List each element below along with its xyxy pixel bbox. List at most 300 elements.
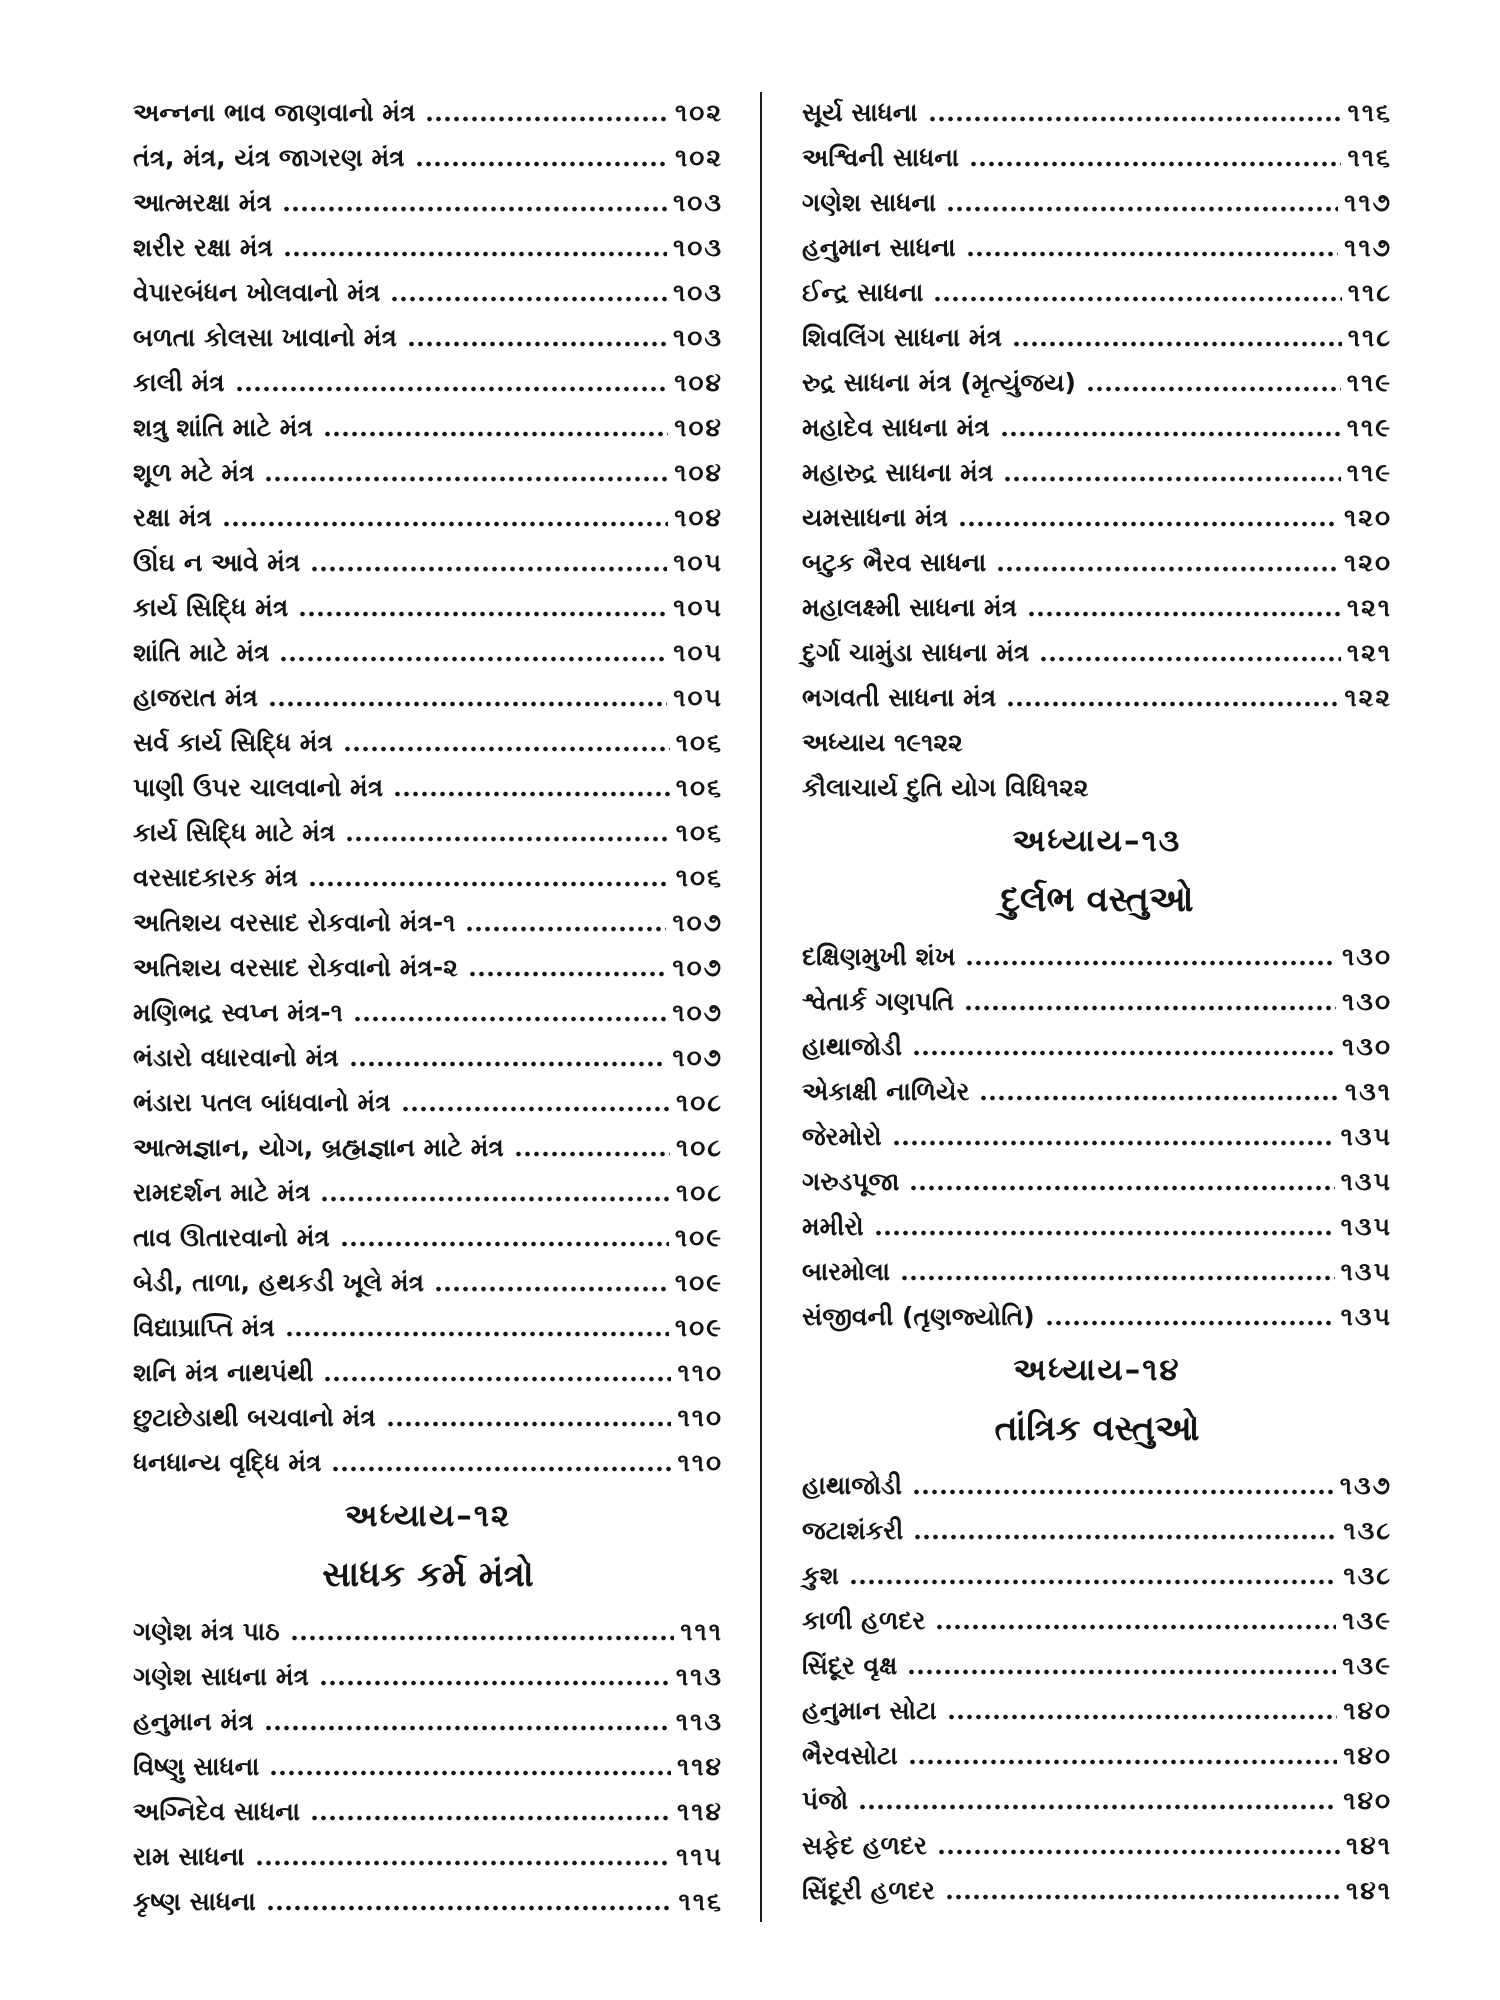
toc-entry — [802, 1249, 1392, 1294]
entry-title: બેડી, તાળા, હથકડી ખૂલે મંત્ર — [133, 1268, 425, 1297]
page-number: ૧૦૫ — [673, 548, 723, 577]
page-number: ૧૦૬ — [675, 773, 723, 802]
page-number: ૧૦૪ — [674, 503, 723, 532]
dot-leader — [269, 1770, 671, 1776]
dot-leader — [308, 881, 670, 887]
dot-leader — [928, 116, 1342, 122]
page-number: ૧૧૭ — [1344, 233, 1392, 262]
page-number: ૧૪૦ — [1343, 1786, 1392, 1815]
entry-title: અન્નના ભાવ જાણવાનો મંત્ર — [133, 98, 416, 127]
dot-leader — [255, 1860, 671, 1866]
page-number: ૧૦૫ — [673, 638, 723, 667]
toc-entry — [802, 540, 1392, 585]
toc-entry — [802, 1159, 1392, 1204]
toc-entry — [133, 585, 723, 630]
dot-leader — [415, 161, 669, 167]
toc-entry — [133, 765, 723, 810]
entry-title: વરસાદકારક મંત્ર — [133, 863, 298, 892]
entry-title: સફેદ હળદર — [802, 1831, 927, 1860]
entry-title: શાંતિ માટે મંત્ર — [133, 638, 270, 667]
entry-title: આત્મરક્ષા મંત્ર — [133, 188, 272, 217]
page-number: ૧૧૯ — [1346, 368, 1392, 397]
dot-leader — [1045, 1320, 1335, 1326]
dot-leader — [1027, 611, 1341, 617]
page-number: ૧૦૪ — [674, 413, 723, 442]
entry-title: શૂળ મટે મંત્ર — [133, 458, 255, 487]
entry-title: વેપારબંધન ખોલવાનો મંત્ર — [133, 278, 381, 307]
entry-title: અશ્વિની સાધના — [802, 143, 960, 172]
page-number: ૧૩૦ — [1342, 942, 1392, 971]
dot-leader — [264, 1725, 670, 1731]
toc-entry — [802, 450, 1392, 495]
dot-leader — [323, 431, 668, 437]
dot-leader — [393, 791, 670, 797]
dot-leader — [913, 1534, 1337, 1540]
entry-title: હનુમાન સોટા — [802, 1696, 937, 1725]
toc-entry — [802, 405, 1392, 450]
entry-title: હાથાજોડી — [802, 1032, 902, 1061]
entry-title: છુટાછેડાથી બચવાનો મંત્ર — [133, 1403, 376, 1432]
page-number: ૧૩૭ — [1339, 1471, 1392, 1500]
page-number: ૧૩૫ — [1340, 1167, 1392, 1196]
page-number: ૧૧૬ — [678, 1887, 723, 1916]
toc-entry — [802, 1114, 1392, 1159]
dot-leader — [468, 971, 667, 977]
toc-entry — [802, 1733, 1392, 1778]
page-number: ૧૦૨ — [675, 143, 723, 172]
toc-entry — [133, 945, 723, 990]
page-number: ૧૩૫ — [1340, 1302, 1392, 1331]
page-number: ૧૧૪ — [676, 1752, 723, 1781]
toc-entry — [802, 180, 1392, 225]
toc-entry — [133, 90, 723, 135]
dot-leader — [290, 1635, 675, 1641]
toc-entry — [802, 1778, 1392, 1823]
entry-title: સૂર્ય સાધના — [802, 98, 918, 127]
page-number: ૧૧૦ — [677, 1358, 723, 1387]
dot-leader — [946, 206, 1338, 212]
dot-leader — [283, 251, 667, 257]
dot-leader — [345, 836, 669, 842]
entry-title: સર્વ કાર્ય સિદ્ધિ મંત્ર — [133, 728, 333, 757]
toc-entry — [133, 1215, 723, 1260]
entry-title: કાર્ય સિદ્ધિ માટે મંત્ર — [133, 818, 336, 847]
entry-title: મમીરો — [802, 1212, 864, 1241]
chapter-title: દુર્લભ વસ્તુઓ — [1000, 880, 1194, 920]
entry-title: ધનધાન્ય વૃદ્ધિ મંત્ર — [133, 1448, 322, 1477]
page-number: ૧૪૦ — [1343, 1741, 1392, 1770]
entry-title: મહાદેવ સાધના મંત્ર — [802, 413, 990, 442]
page-number: ૧૦૨ — [675, 98, 723, 127]
page-number: ૧૧૯ — [1346, 413, 1392, 442]
entry-title: બટુક ભૈરવ સાધના — [802, 548, 987, 577]
chapter-heading — [802, 1339, 1392, 1463]
entry-title: ભંડારા પતલ બાંધવાનો મંત્ર — [133, 1088, 391, 1117]
page-number: ૧૨૦ — [1344, 548, 1392, 577]
toc-entry — [133, 855, 723, 900]
toc-entry — [133, 1170, 723, 1215]
dot-leader — [222, 521, 668, 527]
page-number: ૧૪૧ — [1345, 1831, 1392, 1860]
entry-title: ઊંઘ ન આવે મંત્ર — [133, 548, 301, 577]
entry-title: કાલી મંત્ર — [133, 368, 225, 397]
dot-leader — [892, 1140, 1335, 1146]
toc-entry — [802, 934, 1392, 979]
toc-entry — [133, 450, 723, 495]
toc-entry — [133, 1395, 723, 1440]
dot-leader — [947, 1714, 1338, 1720]
entry-title: શરીર રક્ષા મંત્ર — [133, 233, 273, 262]
toc-entry — [802, 979, 1392, 1024]
entry-title: રક્ષા મંત્ર — [133, 503, 212, 532]
entry-title: હાથાજોડી — [802, 1471, 902, 1500]
page-number: ૧૦૪ — [674, 368, 723, 397]
entry-title: રામ સાધના — [133, 1842, 245, 1871]
dot-leader — [1012, 341, 1342, 347]
entry-title: દક્ષિણમુખી શંખ — [802, 942, 956, 971]
entry-title: મહાલક્ષ્મી સાધના મંત્ર — [802, 593, 1018, 622]
page-number: ૧૦૭ — [672, 998, 723, 1027]
dot-leader — [874, 1230, 1335, 1236]
chapter-number: અધ્યાય–૧૨ — [344, 1498, 512, 1534]
entry-title: દુર્ગા ચામુંડા સાધના મંત્ર — [802, 638, 1030, 667]
toc-entry — [802, 630, 1392, 675]
page-number: ૧૩૫ — [1340, 1257, 1392, 1286]
toc-column-left — [133, 90, 723, 1924]
toc-entry — [802, 1553, 1392, 1598]
toc-entry — [133, 225, 723, 270]
toc-entry — [802, 360, 1392, 405]
page-number: ૧૦૪ — [674, 458, 723, 487]
dot-leader — [407, 341, 667, 347]
chapter-heading — [802, 810, 1392, 934]
toc-entry — [133, 180, 723, 225]
toc-entry — [133, 1609, 723, 1654]
dot-leader — [266, 1905, 673, 1911]
dot-leader — [966, 251, 1338, 257]
dot-leader — [907, 1669, 1336, 1675]
page-number: ૧૧૯ — [1346, 458, 1392, 487]
toc-entry — [802, 1598, 1392, 1643]
entry-title: પાણી ઉપર ચાલવાનો મંત્ર — [133, 773, 384, 802]
entry-title: યમસાધના મંત્ર — [802, 503, 948, 532]
dot-leader — [1086, 386, 1341, 392]
dot-leader — [349, 1061, 667, 1067]
entry-title: રામદર્શન માટે મંત્ર — [133, 1178, 311, 1207]
dot-leader — [310, 1815, 671, 1821]
dot-leader — [996, 566, 1338, 572]
toc-entry — [133, 1440, 723, 1485]
toc-entry — [133, 495, 723, 540]
dot-leader — [282, 206, 667, 212]
dot-leader — [908, 1759, 1338, 1765]
dot-leader — [465, 926, 666, 932]
entry-title: ગણેશ સાધના મંત્ર — [133, 1662, 309, 1691]
toc-entry — [133, 1305, 723, 1350]
toc-entry — [802, 1868, 1392, 1913]
dot-leader — [386, 1421, 672, 1427]
dot-leader — [319, 1680, 670, 1686]
dot-leader — [933, 296, 1341, 302]
dot-leader — [1006, 701, 1338, 707]
entry-title: સિંદૂરી હળદર — [802, 1876, 935, 1905]
dot-leader — [320, 1196, 670, 1202]
toc-entry — [802, 315, 1392, 360]
dot-leader — [235, 386, 669, 392]
dot-leader — [353, 1016, 666, 1022]
toc-entry — [133, 990, 723, 1035]
page-number: ૧૨૧ — [1346, 638, 1392, 667]
page-number: ૧૩૮ — [1343, 1516, 1392, 1545]
page-number: ૧૩૯ — [1342, 1651, 1392, 1680]
chapter-title: સાધક કર્મ મંત્રો — [322, 1555, 534, 1595]
entry-title: ભગવતી સાધના મંત્ર — [802, 683, 997, 712]
entry-title: સંજીવની (તૃણજ્યોતિ) — [802, 1302, 1035, 1331]
dot-leader — [909, 1185, 1334, 1191]
page-number: ૧૪૧ — [1345, 1876, 1392, 1905]
entry-title: હનુમાન સાધના — [802, 233, 956, 262]
page-number: ૧૩૦ — [1342, 987, 1392, 1016]
page-number: ૧૧૪ — [676, 1797, 723, 1826]
dot-leader — [965, 960, 1336, 966]
entry-title: રુદ્ર સાધના મંત્ર (મૃત્યુંજય) — [802, 368, 1076, 397]
toc-entry — [802, 1688, 1392, 1733]
page-number: ૧૧૦ — [677, 1448, 723, 1477]
toc-entry — [802, 1024, 1392, 1069]
toc-entry — [133, 1035, 723, 1080]
page-number: ૧૧૦ — [677, 1403, 723, 1432]
dot-leader — [310, 566, 667, 572]
page-number: ૧૦૩ — [673, 323, 723, 352]
toc-column-right — [802, 90, 1392, 1913]
entry-title: હનુમાન મંત્ર — [133, 1707, 254, 1736]
dot-leader — [434, 1286, 669, 1292]
toc-entry — [133, 900, 723, 945]
dot-leader — [331, 1466, 671, 1472]
dot-leader — [964, 1005, 1336, 1011]
page-number: ૧૦૫ — [673, 683, 723, 712]
page-number: ૧૩૧ — [1344, 1077, 1392, 1106]
page-number: ૧૦૫ — [673, 593, 723, 622]
toc-entry — [802, 90, 1392, 135]
toc-entry — [802, 1069, 1392, 1114]
entry-title: બળતા કોલસા ખાવાનો મંત્ર — [133, 323, 397, 352]
toc-entry — [802, 1463, 1392, 1508]
entry-title: શ્વેતાર્ક ગણપતિ — [802, 987, 954, 1016]
toc-entry — [133, 630, 723, 675]
entry-title: પંજો — [802, 1786, 849, 1815]
page-number: ૧૧૮ — [1347, 278, 1392, 307]
toc-entry — [133, 315, 723, 360]
toc-entry — [133, 135, 723, 180]
dot-leader — [264, 476, 668, 482]
page-number: ૧૦૭ — [672, 1043, 723, 1072]
dot-leader — [390, 296, 667, 302]
page-number: ૧૦૮ — [675, 1178, 723, 1207]
entry-title: અગ્નિદેવ સાધના — [133, 1797, 301, 1826]
page-number: ૧૪૦ — [1343, 1696, 1392, 1725]
entry-title: ઈન્દ્ર સાધના — [802, 278, 924, 307]
page-number: ૧૨૦ — [1344, 503, 1392, 532]
page-number: ૧૩૯ — [1342, 1606, 1392, 1635]
page-number: ૧૦૯ — [674, 1268, 723, 1297]
page-number: ૧૧૬ — [1347, 98, 1392, 127]
entry-title: કુશ — [802, 1561, 839, 1590]
page-number: ૧૩૫ — [1340, 1122, 1392, 1151]
dot-leader — [343, 746, 670, 752]
entry-title: સિંદૂર વૃક્ષ — [802, 1651, 898, 1680]
page-number: ૧૦૬ — [675, 863, 723, 892]
page-number: ૧૦૯ — [674, 1313, 723, 1342]
page-number: ૧૦૩ — [673, 233, 723, 262]
toc-entry — [133, 675, 723, 720]
page-number: ૧૧૧ — [680, 1617, 723, 1646]
entry-title: શનિ મંત્ર નાથપંથી — [133, 1358, 314, 1387]
entry-title: હાજરાત મંત્ર — [133, 683, 258, 712]
entry-title: અતિશય વરસાદ રોકવાનો મંત્ર-૨ — [133, 953, 458, 982]
entry-title: ગણેશ સાધના — [802, 188, 937, 217]
entry-title: વિદ્યાપ્રાપ્તિ મંત્ર — [133, 1313, 275, 1342]
dot-leader — [285, 1331, 669, 1337]
entry-title: કાર્ય સિદ્ધિ મંત્ર — [133, 593, 289, 622]
page-number: ૧૩૫ — [1340, 1212, 1392, 1241]
dot-leader — [1000, 431, 1341, 437]
dot-leader — [401, 1106, 670, 1112]
page-number: ૧૦૩ — [673, 278, 723, 307]
toc-entry — [133, 540, 723, 585]
dot-leader — [958, 521, 1338, 527]
dot-leader — [945, 1894, 1340, 1900]
toc-entry — [133, 270, 723, 315]
toc-entry — [802, 495, 1392, 540]
toc-entry — [133, 1654, 723, 1699]
chapter-number: અધ્યાય–૧૪ — [1013, 1352, 1181, 1388]
dot-leader — [340, 1241, 669, 1247]
dot-leader — [937, 1849, 1340, 1855]
entry-title: ગરુડપૂજા — [802, 1167, 900, 1196]
toc-entry — [133, 1744, 723, 1789]
toc-entry — [133, 1125, 723, 1170]
toc-entry — [133, 810, 723, 855]
dot-leader — [900, 1275, 1335, 1281]
toc-entry — [802, 270, 1392, 315]
dot-leader — [1039, 656, 1341, 662]
chapter-heading — [133, 1485, 723, 1609]
entry-title: કૃષ્ણ સાધના — [133, 1887, 256, 1916]
dot-leader — [849, 1579, 1337, 1585]
toc-entry — [133, 1260, 723, 1305]
toc-entry — [133, 1080, 723, 1125]
dot-leader — [912, 1050, 1336, 1056]
toc-entry — [802, 675, 1392, 720]
chapter-title: તાંત્રિક વસ્તુઓ — [994, 1409, 1200, 1449]
dot-leader — [979, 1095, 1338, 1101]
page-number: ૧૧૮ — [1347, 323, 1392, 352]
entry-title: જેરમોરો — [802, 1122, 882, 1151]
note-text: કૌલાચાર્ય દુતિ યોગ વિધિ૧૨૨ — [802, 773, 1089, 802]
toc-entry — [133, 1879, 723, 1924]
toc-entry — [133, 720, 723, 765]
entry-title: શત્રુ શાંતિ માટે મંત્ર — [133, 413, 313, 442]
chapter-number: અધ્યાય–૧૩ — [1012, 823, 1182, 859]
entry-title: કાળી હળદર — [802, 1606, 926, 1635]
page-number: ૧૦૮ — [675, 1088, 723, 1117]
entry-title: તાવ ઊતારવાનો મંત્ર — [133, 1223, 330, 1252]
entry-title: અતિશય વરસાદ રોકવાનો મંત્ર-૧ — [133, 908, 456, 937]
toc-entry — [802, 225, 1392, 270]
entry-title: ગણેશ મંત્ર પાઠ — [133, 1617, 280, 1646]
entry-title: તંત્ર, મંત્ર, યંત્ર જાગરણ મંત્ર — [133, 143, 405, 172]
dot-leader — [323, 1376, 671, 1382]
page-number: ૧૩૮ — [1343, 1561, 1392, 1590]
dot-leader — [969, 161, 1341, 167]
page-number: ૧૧૩ — [675, 1707, 723, 1736]
dot-leader — [268, 701, 667, 707]
page-number: ૧૦૭ — [672, 953, 723, 982]
entry-title: આત્મજ્ઞાન, યોગ, બ્રહ્મજ્ઞાન માટે મંત્ર — [133, 1133, 504, 1162]
dot-leader — [858, 1804, 1337, 1810]
page-number: ૧૨૨ — [1344, 683, 1392, 712]
entry-title: બારમોલા — [802, 1257, 891, 1286]
toc-entry — [802, 1823, 1392, 1868]
page-number: ૧૦૬ — [675, 818, 723, 847]
page-number: ૧૦૭ — [672, 908, 723, 937]
entry-title: વિષ્ણુ સાધના — [133, 1752, 260, 1781]
toc-entry — [133, 405, 723, 450]
page-number: ૧૧૬ — [1347, 143, 1392, 172]
dot-leader — [279, 656, 667, 662]
page-number: ૧૦૩ — [673, 188, 723, 217]
dot-leader — [935, 1624, 1336, 1630]
toc-entry — [802, 1294, 1392, 1339]
toc-entry — [133, 1789, 723, 1834]
dot-leader — [425, 116, 669, 122]
page-number: ૧૦૯ — [674, 1223, 723, 1252]
entry-title: શિવલિંગ સાધના મંત્ર — [802, 323, 1002, 352]
dot-leader — [912, 1489, 1334, 1495]
page-number: ૧૨૧ — [1346, 593, 1392, 622]
entry-title: એકાક્ષી નાળિયેર — [802, 1077, 970, 1106]
page-number: ૧૦૬ — [675, 728, 723, 757]
toc-entry — [802, 1204, 1392, 1249]
entry-title: મણિભદ્ર સ્વપ્ન મંત્ર-૧ — [133, 998, 343, 1027]
toc-entry — [802, 1643, 1392, 1688]
column-divider — [760, 92, 762, 1922]
toc-note — [802, 765, 1392, 810]
toc-entry — [802, 135, 1392, 180]
entry-title: ભંડારો વધારવાનો મંત્ર — [133, 1043, 339, 1072]
page-number: ૧૦૮ — [675, 1133, 723, 1162]
toc-note — [802, 720, 1392, 765]
toc-entry — [133, 1699, 723, 1744]
toc-entry — [133, 1350, 723, 1395]
entry-title: ભૈરવસોટા — [802, 1741, 898, 1770]
page-number: ૧૧૫ — [676, 1842, 723, 1871]
dot-leader — [298, 611, 667, 617]
page-number: ૧૧૭ — [1344, 188, 1392, 217]
toc-entry — [133, 1834, 723, 1879]
page-number: ૧૧૩ — [675, 1662, 723, 1691]
toc-entry — [133, 360, 723, 405]
dot-leader — [514, 1151, 670, 1157]
entry-title: મહારુદ્ર સાધના મંત્ર — [802, 458, 994, 487]
dot-leader — [1003, 476, 1340, 482]
toc-entry — [802, 1508, 1392, 1553]
note-text: અધ્યાય ૧૯૧૨૨ — [802, 728, 963, 757]
toc-entry — [802, 585, 1392, 630]
entry-title: જટાશંકરી — [802, 1516, 904, 1545]
page-number: ૧૩૦ — [1342, 1032, 1392, 1061]
